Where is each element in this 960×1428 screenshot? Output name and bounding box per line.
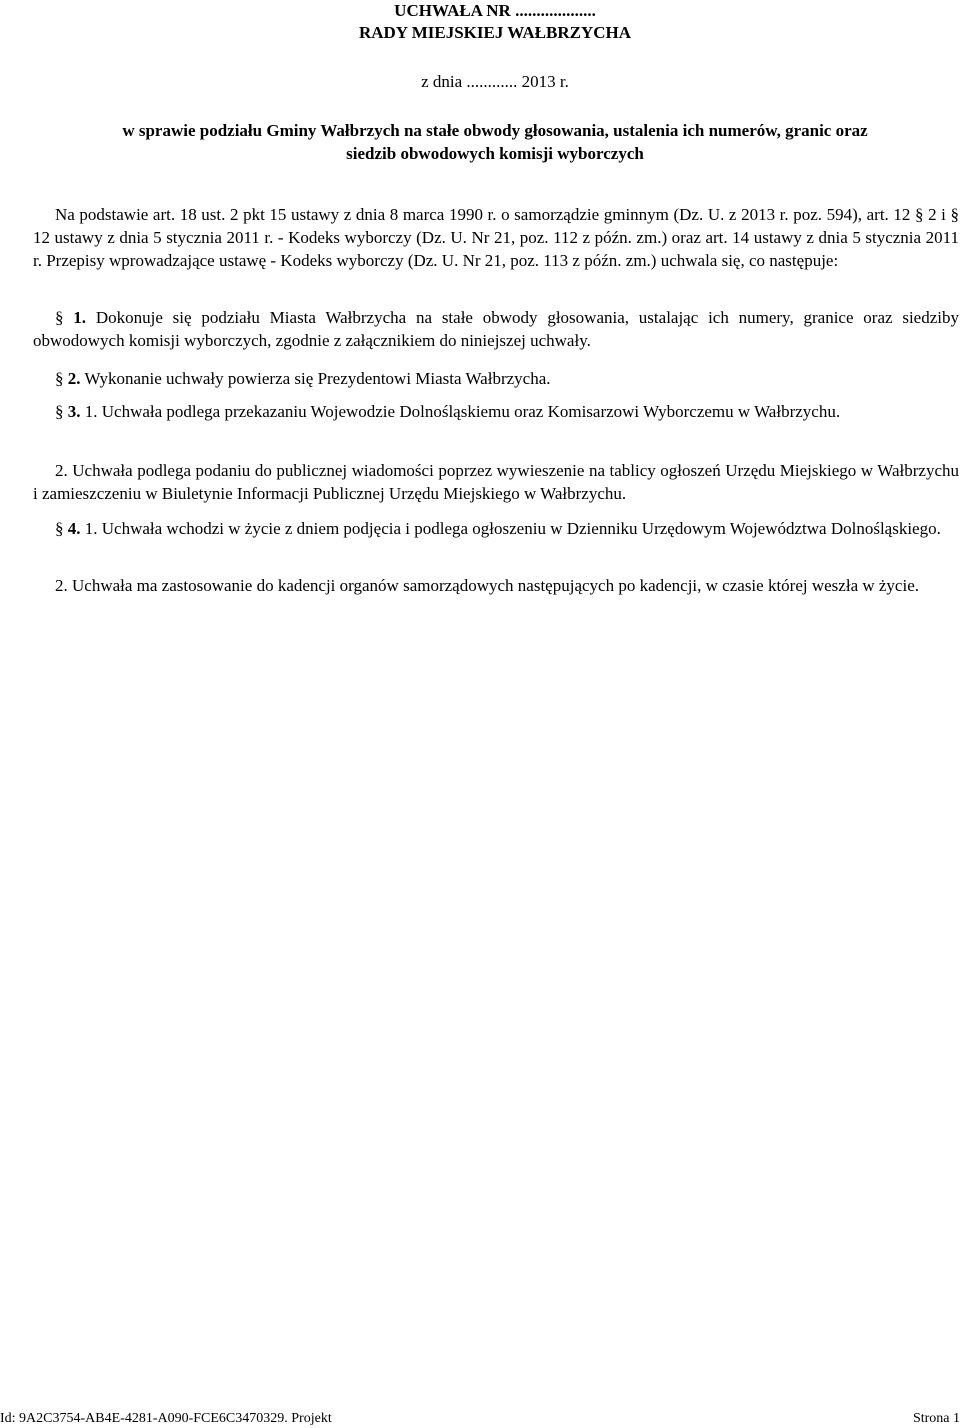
- section-sign: §: [915, 205, 924, 224]
- paragraph-3-point-2: [33, 459, 959, 505]
- paragraph-3: [33, 400, 959, 423]
- document-id: Id: 9A2C3754-AB4E-4281-A090-FCE6C3470329. Projekt: [0, 1411, 332, 1426]
- subject-line-2: siedzib obwodowych komisji wyborczych: [346, 144, 644, 163]
- paragraph-text: 2. Uchwała podlega podaniu do publicznej wiadomości poprzez wywieszenie na tablicy ogłoszeń Urzędu Miejskiego w Wałbrzychu i zamieszczeniu w Biuletynie Informacji Publicznej Urzędu Miejskiego w Wałbrzychu.: [33, 461, 959, 503]
- paragraph-number: 3.: [67, 402, 81, 421]
- legal-basis: Na podstawie art. 18 ust. 2 pkt 15 ustawy z dnia 8 marca 1990 r. o samorządzie gminnym (Dz. U. z 2013 r. poz. 594), art. 12 § 2 i § 12 ustawy z dnia 5 stycznia 2011 r. - Kodeks wyborczy (Dz. U. Nr 21, poz. 112 z późn. zm.) oraz art. 14 ustawy z dnia 5 stycznia 2011 r. Przepisy wprowadzające ustawę - Kodeks wyborczy (Dz. U. Nr 21, poz. 113 z późn. zm.) uchwala się, co następuje:: [33, 205, 959, 270]
- paragraph-number: 2.: [67, 369, 81, 388]
- section-sign: §: [55, 369, 64, 388]
- paragraph-2: [33, 367, 959, 390]
- page-number: Strona 1: [912, 1411, 960, 1426]
- paragraph-text: 1. Uchwała podlega przekazaniu Wojewodzie Dolnośląskiemu oraz Komisarzowi Wyborczemu w Wałbrzychu.: [84, 402, 841, 421]
- section-sign: §: [55, 402, 64, 421]
- section-sign: §: [55, 308, 64, 327]
- paragraph-text: Wykonanie uchwały powierza się Prezydentowi Miasta Wałbrzycha.: [84, 369, 551, 388]
- council-name: RADY MIEJSKIEJ WAŁBRZYCHA: [358, 23, 632, 42]
- paragraph-4: [33, 517, 959, 540]
- resolution-number: UCHWAŁA NR ...................: [394, 1, 596, 20]
- paragraph-1: [33, 306, 959, 352]
- section-sign: §: [950, 205, 959, 224]
- paragraph-4-point-2: [33, 574, 959, 597]
- subject-line-1: w sprawie podziału Gminy Wałbrzych na stałe obwody głosowania, ustalenia ich numerów, granic oraz: [122, 121, 868, 140]
- paragraph-text: 2. Uchwała ma zastosowanie do kadencji organów samorządowych następujących po kadencji, w czasie której weszła w życie.: [55, 576, 919, 595]
- page-footer: [0, 1409, 960, 1428]
- paragraph-number: 4.: [67, 519, 81, 538]
- paragraph-text: Dokonuje się podziału Miasta Wałbrzycha na stałe obwody głosowania, ustalając ich numery, granice oraz siedziby obwodowych komisji wyborczych, zgodnie z załącznikiem do niniejszej uchwały.: [33, 308, 960, 350]
- paragraph-text: 1. Uchwała wchodzi w życie z dniem podjęcia i podlega ogłoszeniu w Dzienniku Urzędowym Województwa Dolnośląskiego.: [84, 519, 941, 538]
- paragraph-number: 1.: [73, 308, 87, 327]
- resolution-date: z dnia ............ 2013 r.: [421, 72, 569, 91]
- section-sign: §: [55, 519, 64, 538]
